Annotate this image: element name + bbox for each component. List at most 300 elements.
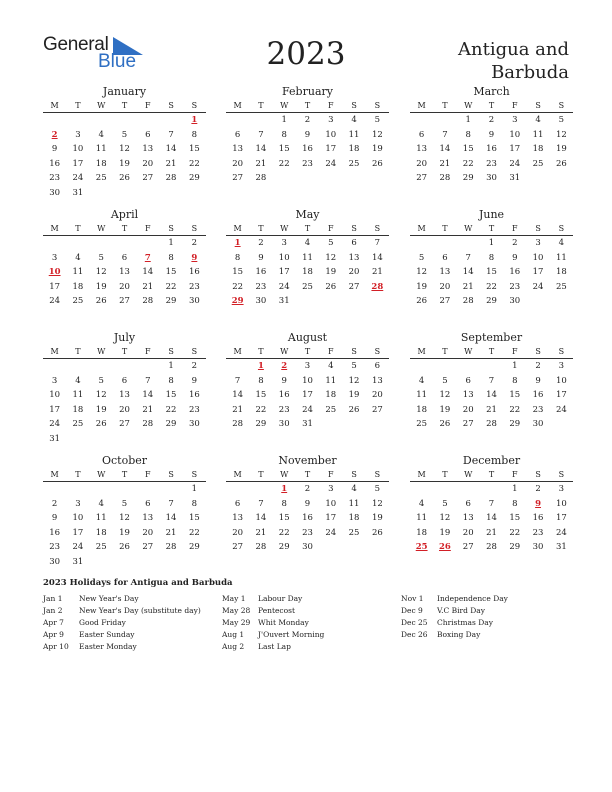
weekday-label: S	[351, 224, 357, 233]
day-number: 10	[278, 252, 290, 263]
holiday-entry	[222, 641, 324, 653]
weekday-label: S	[191, 101, 198, 110]
weekday-label: S	[535, 101, 541, 110]
holiday-day	[410, 540, 433, 555]
month-name: May	[295, 208, 320, 221]
day-number: 15	[165, 267, 177, 277]
weekday-label: M	[233, 347, 242, 356]
empty-cell	[410, 236, 433, 251]
day-number: 1	[168, 238, 174, 248]
empty-cell	[136, 113, 159, 128]
month-august	[226, 331, 389, 432]
weekday-label: F	[145, 101, 151, 110]
holiday-day	[366, 280, 389, 295]
day-number: 9	[191, 375, 198, 386]
month-name: January	[102, 85, 147, 98]
day-number: 26	[348, 404, 360, 415]
holiday-entry	[401, 593, 508, 605]
weekday-label: T	[258, 224, 264, 233]
weekday-label: F	[328, 347, 334, 356]
day-number: 14	[232, 390, 244, 400]
day-number: 21	[486, 404, 497, 415]
day-number: 15	[509, 513, 521, 523]
holiday-day	[249, 359, 272, 374]
day-grid	[226, 359, 389, 432]
day-number: 12	[119, 144, 130, 154]
day-number: 25	[416, 419, 428, 429]
day-number: 1	[191, 484, 198, 494]
weekday-label: M	[50, 101, 59, 110]
holiday-entry	[43, 593, 201, 605]
weekday-label: S	[374, 347, 381, 356]
day-number: 24	[325, 158, 337, 169]
day-number: 31	[49, 433, 61, 444]
day-number: 1	[512, 484, 518, 494]
day-number: 7	[234, 375, 241, 386]
day-number: 24	[49, 419, 61, 429]
day-number: 5	[442, 498, 448, 509]
day-number: 22	[165, 404, 177, 415]
holiday-name: Pentecost	[258, 606, 296, 615]
day-number: 8	[281, 129, 287, 140]
day-number: 10	[555, 375, 567, 386]
holiday-entry	[401, 617, 508, 629]
day-number: 11	[348, 129, 360, 140]
day-number: 3	[304, 361, 311, 371]
day-number: 17	[302, 390, 313, 400]
day-number: 30	[486, 173, 497, 183]
holiday-entry	[222, 605, 324, 617]
day-number: 13	[119, 390, 130, 400]
country-name	[389, 38, 569, 84]
day-number: 6	[465, 375, 471, 386]
day-number: 16	[255, 267, 267, 277]
holiday-name: Last Lap	[258, 642, 291, 651]
day-number: 2	[488, 115, 495, 125]
day-number: 13	[142, 513, 154, 523]
day-number: 10	[325, 498, 337, 509]
day-number: 22	[278, 158, 290, 169]
day-number: 31	[509, 173, 521, 183]
day-number: 26	[119, 173, 130, 183]
day-grid	[226, 113, 389, 186]
day-number: 28	[486, 419, 497, 429]
day-number: 31	[72, 556, 84, 567]
day-grid	[43, 236, 206, 309]
day-number: 18	[95, 158, 107, 169]
day-number: 11	[95, 144, 107, 154]
holiday-date: Nov 1	[401, 594, 424, 603]
day-number: 4	[98, 129, 104, 140]
day-number: 14	[142, 267, 154, 277]
weekday-label: M	[417, 224, 426, 233]
day-number: 4	[75, 252, 81, 263]
day-number: 13	[462, 390, 474, 400]
day-number: 4	[75, 375, 81, 386]
empty-cell	[226, 359, 249, 374]
holiday-date: Dec 26	[401, 630, 428, 639]
day-number: 3	[51, 375, 58, 386]
empty-cell	[226, 113, 249, 128]
day-number: 24	[278, 281, 290, 292]
day-number: 21	[486, 527, 497, 538]
day-number: 13	[119, 267, 130, 277]
day-number: 11	[72, 390, 84, 400]
weekday-header	[43, 222, 206, 236]
day-number: 28	[462, 296, 474, 306]
day-number: 7	[258, 498, 264, 509]
day-number: 10	[49, 390, 61, 400]
weekday-label: F	[512, 101, 518, 110]
month-september	[410, 331, 573, 432]
day-number: 15	[232, 267, 244, 277]
day-number: 18	[348, 513, 360, 523]
day-number: 27	[462, 542, 474, 552]
empty-cell	[43, 236, 66, 251]
day-number: 29	[509, 542, 521, 552]
day-number: 1	[281, 115, 287, 125]
empty-cell	[433, 236, 456, 251]
day-number: 25	[72, 419, 84, 429]
day-number: 14	[462, 267, 474, 277]
day-number: 7	[168, 498, 174, 509]
day-number: 14	[486, 513, 497, 523]
day-number: 3	[75, 498, 81, 509]
month-december	[410, 454, 573, 555]
day-number: 17	[509, 144, 521, 154]
day-number: 20	[232, 158, 244, 169]
day-number: 4	[98, 498, 104, 509]
day-number: 24	[72, 173, 84, 183]
weekday-label: T	[121, 101, 128, 110]
holiday-date: May 1	[222, 594, 246, 603]
day-number: 12	[371, 498, 383, 509]
day-number: 10	[72, 144, 84, 154]
day-number: 22	[278, 527, 290, 538]
day-number: 17	[72, 158, 84, 169]
holiday-name: V.C Bird Day	[437, 606, 486, 615]
weekday-label: F	[145, 224, 151, 233]
holiday-entry	[43, 617, 201, 629]
weekday-label: T	[488, 101, 495, 110]
day-number: 4	[535, 115, 541, 125]
weekday-label: W	[464, 347, 473, 356]
month-name: March	[473, 85, 510, 98]
holiday-day	[183, 113, 206, 128]
holiday-date: Apr 10	[43, 642, 69, 651]
day-number: 9	[535, 375, 541, 386]
day-number: 7	[465, 252, 471, 263]
holiday-date: Jan 1	[43, 594, 63, 603]
day-number: 11	[416, 513, 428, 523]
weekday-label: W	[280, 224, 289, 233]
day-number: 25	[72, 296, 84, 306]
day-number: 11	[72, 267, 84, 277]
day-number: 29	[165, 419, 177, 429]
day-number: 5	[328, 238, 334, 248]
day-grid	[226, 236, 389, 309]
day-number: 6	[234, 498, 241, 509]
day-number: 30	[278, 419, 290, 429]
day-number: 6	[442, 252, 448, 263]
calendar-year: 2023	[266, 36, 346, 72]
weekday-label: W	[280, 470, 289, 479]
weekday-label: T	[75, 224, 81, 233]
day-number: 16	[188, 267, 200, 277]
day-number: 6	[121, 375, 128, 386]
empty-cell	[457, 482, 480, 497]
day-number: 6	[234, 129, 241, 140]
day-number: 16	[302, 513, 313, 523]
day-number: 26	[119, 542, 130, 552]
holiday-date: Apr 7	[43, 618, 64, 627]
day-number: 9	[281, 375, 287, 386]
empty-cell	[90, 113, 113, 128]
day-number: 15	[486, 267, 497, 277]
day-number: 15	[278, 144, 290, 154]
day-number: 21	[142, 404, 154, 415]
weekday-header	[43, 345, 206, 359]
day-number: 24	[555, 404, 567, 415]
day-grid	[410, 113, 573, 186]
holiday-day	[226, 294, 249, 309]
day-number: 30	[302, 542, 313, 552]
day-number: 28	[486, 542, 497, 552]
holiday-day-number: 28	[371, 281, 384, 292]
day-number: 23	[49, 173, 61, 183]
day-number: 8	[281, 498, 287, 509]
day-number: 23	[188, 404, 200, 415]
day-number: 17	[278, 267, 290, 277]
day-number: 1	[488, 238, 495, 248]
empty-cell	[249, 482, 272, 497]
holiday-entry	[222, 593, 324, 605]
holiday-date: Dec 25	[401, 618, 428, 627]
day-number: 2	[51, 498, 58, 509]
holiday-name: Easter Monday	[79, 642, 137, 651]
weekday-label: T	[442, 101, 448, 110]
day-number: 27	[232, 542, 244, 552]
day-number: 28	[165, 542, 177, 552]
empty-cell	[410, 359, 433, 374]
weekday-label: W	[464, 224, 473, 233]
weekday-label: M	[233, 470, 242, 479]
day-number: 4	[351, 484, 357, 494]
weekday-label: F	[328, 224, 334, 233]
day-number: 20	[462, 527, 474, 538]
day-number: 21	[462, 281, 474, 292]
day-number: 10	[325, 129, 337, 140]
day-number: 12	[119, 513, 130, 523]
empty-cell	[433, 359, 456, 374]
day-number: 14	[165, 513, 177, 523]
day-number: 2	[512, 238, 518, 248]
month-name: November	[278, 454, 337, 467]
day-number: 25	[95, 173, 107, 183]
weekday-label: S	[168, 347, 174, 356]
day-number: 27	[416, 173, 428, 183]
weekday-label: S	[535, 347, 541, 356]
day-number: 19	[371, 144, 383, 154]
day-number: 15	[462, 144, 474, 154]
weekday-label: S	[374, 470, 381, 479]
weekday-label: S	[535, 470, 541, 479]
day-number: 20	[462, 404, 474, 415]
day-number: 4	[351, 115, 357, 125]
day-number: 28	[165, 173, 177, 183]
day-number: 19	[371, 513, 383, 523]
day-number: 16	[486, 144, 497, 154]
day-number: 23	[302, 527, 313, 538]
month-november	[226, 454, 389, 555]
day-number: 14	[142, 390, 154, 400]
day-number: 8	[512, 498, 518, 509]
holiday-entry	[401, 605, 508, 617]
day-number: 2	[535, 361, 541, 371]
day-number: 5	[442, 375, 448, 386]
day-number: 8	[191, 129, 198, 140]
day-number: 6	[145, 498, 151, 509]
day-number: 6	[374, 361, 381, 371]
holiday-name: Easter Sunday	[79, 630, 135, 639]
empty-cell	[457, 236, 480, 251]
weekday-label: T	[442, 224, 448, 233]
day-number: 29	[165, 296, 177, 306]
day-number: 27	[142, 173, 154, 183]
holiday-date: Apr 9	[43, 630, 64, 639]
day-number: 29	[188, 542, 200, 552]
day-number: 23	[509, 281, 521, 292]
day-number: 10	[532, 252, 544, 263]
day-number: 30	[509, 296, 521, 306]
day-number: 15	[509, 390, 521, 400]
day-number: 6	[351, 238, 357, 248]
day-number: 22	[255, 404, 267, 415]
day-number: 1	[168, 361, 174, 371]
weekday-label: W	[280, 101, 289, 110]
empty-cell	[113, 359, 136, 374]
empty-cell	[136, 359, 159, 374]
weekday-header	[410, 345, 573, 359]
day-number: 3	[51, 252, 58, 263]
day-number: 28	[255, 173, 267, 183]
day-number: 12	[348, 375, 360, 386]
day-number: 25	[348, 527, 360, 538]
empty-cell	[66, 482, 89, 497]
weekday-header	[410, 468, 573, 482]
weekday-label: T	[75, 470, 81, 479]
day-number: 3	[512, 115, 518, 125]
weekday-header	[43, 468, 206, 482]
day-number: 3	[535, 238, 541, 248]
empty-cell	[113, 482, 136, 497]
weekday-label: T	[442, 347, 448, 356]
day-number: 21	[371, 267, 383, 277]
day-number: 21	[232, 404, 244, 415]
holiday-day-number: 1	[191, 115, 198, 125]
day-number: 20	[416, 158, 428, 169]
day-number: 7	[488, 375, 495, 386]
day-number: 27	[232, 173, 244, 183]
day-number: 15	[165, 390, 177, 400]
day-number: 4	[558, 238, 565, 248]
weekday-label: S	[374, 224, 381, 233]
day-number: 7	[145, 375, 151, 386]
day-number: 29	[278, 542, 290, 552]
day-number: 19	[555, 144, 567, 154]
weekday-label: T	[75, 101, 81, 110]
holiday-day-number: 9	[191, 252, 198, 263]
day-number: 19	[119, 158, 130, 169]
weekday-label: T	[488, 347, 495, 356]
empty-cell	[136, 482, 159, 497]
day-grid	[410, 482, 573, 555]
weekday-label: S	[351, 101, 357, 110]
day-number: 21	[165, 158, 177, 169]
day-number: 15	[188, 144, 200, 154]
empty-cell	[43, 359, 66, 374]
day-number: 12	[95, 390, 107, 400]
day-number: 11	[555, 252, 567, 263]
day-number: 5	[121, 498, 128, 509]
day-number: 12	[439, 390, 451, 400]
day-number: 22	[165, 281, 177, 292]
day-number: 22	[462, 158, 474, 169]
day-number: 18	[302, 267, 313, 277]
day-number: 14	[255, 513, 267, 523]
day-number: 26	[416, 296, 428, 306]
day-number: 30	[49, 187, 61, 198]
empty-cell	[43, 113, 66, 128]
day-number: 27	[119, 419, 130, 429]
day-number: 31	[555, 542, 567, 552]
day-number: 18	[532, 144, 544, 154]
holiday-day-number: 1	[234, 238, 241, 248]
day-number: 20	[142, 527, 154, 538]
weekday-label: S	[351, 347, 357, 356]
weekday-label: T	[258, 347, 264, 356]
month-october	[43, 454, 206, 569]
weekday-label: W	[97, 347, 106, 356]
weekday-label: S	[558, 101, 565, 110]
day-number: 7	[374, 238, 381, 248]
day-grid	[43, 359, 206, 446]
day-number: 16	[188, 390, 200, 400]
day-number: 21	[255, 158, 267, 169]
country-name-line-1: Antigua and	[458, 39, 569, 60]
holiday-day-number: 25	[415, 542, 428, 552]
day-number: 22	[188, 158, 200, 169]
day-number: 3	[281, 238, 287, 248]
weekday-label: S	[535, 224, 541, 233]
day-number: 5	[374, 115, 381, 125]
empty-cell	[66, 359, 89, 374]
holidays-title: 2023 Holidays for Antigua and Barbuda	[43, 578, 233, 588]
empty-cell	[226, 482, 249, 497]
day-number: 30	[188, 296, 200, 306]
day-number: 6	[418, 129, 425, 140]
day-number: 17	[325, 144, 337, 154]
day-number: 26	[95, 419, 107, 429]
weekday-label: F	[328, 470, 334, 479]
day-number: 9	[304, 129, 311, 140]
day-number: 25	[532, 158, 544, 169]
day-number: 27	[142, 542, 154, 552]
weekday-label: T	[488, 470, 495, 479]
day-number: 27	[371, 404, 383, 415]
day-number: 9	[51, 144, 58, 154]
weekday-label: M	[233, 224, 242, 233]
